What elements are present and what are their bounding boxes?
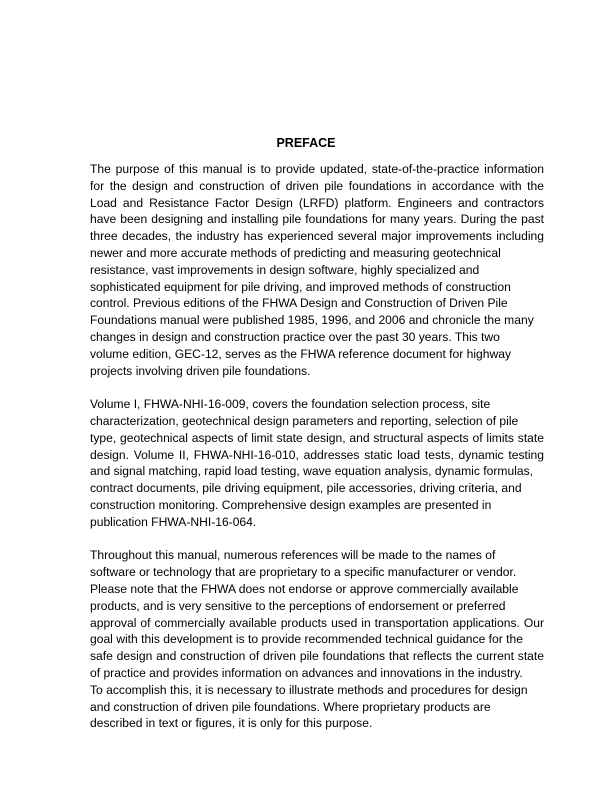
text-line: resistance, vast improvements in design software, highly specialized and — [90, 262, 480, 277]
text-line: and construction of driven pile foundations. Where proprietary products are — [90, 699, 491, 714]
text-line: products, and is very sensitive to the perceptions of endorsement or preferred — [90, 598, 506, 613]
text-line: contract documents, pile driving equipment, pile accessories, driving criteria, and — [90, 481, 522, 496]
text-line: and signal matching, rapid load testing, wave equation analysis, dynamic formulas, — [90, 464, 534, 479]
paragraph-disclaimer — [90, 547, 544, 732]
text-line: newer and more accurate methods of predicting and measuring geotechnical — [90, 245, 501, 260]
text-line: Foundations manual were published 1985, 1996, and 2006 and chronicle the many — [90, 313, 534, 328]
text-line: described in text or figures, it is only for this purpose. — [90, 716, 373, 731]
text-line: approval of commercially available products used in transportation applications. Our — [90, 615, 544, 630]
text-line: construction monitoring. Comprehensive design examples are presented in — [90, 497, 492, 512]
text-line: volume edition, GEC-12, serves as the FHWA reference document for highway — [90, 346, 512, 361]
text-line: Volume I, FHWA-NHI-16-009, covers the foundation selection process, site — [90, 397, 491, 412]
text-line: projects involving driven pile foundations. — [90, 363, 311, 378]
text-line: software or technology that are proprietary to a specific manufacturer or vendor. — [90, 565, 517, 580]
text-line: Throughout this manual, numerous references will be made to the names of — [90, 548, 496, 563]
page-title: PREFACE — [276, 136, 336, 150]
text-line: sophisticated equipment for pile driving, and improved methods of construction — [90, 279, 511, 294]
text-line: To accomplish this, it is necessary to illustrate methods and procedures for design — [90, 682, 528, 697]
document-body — [90, 161, 544, 749]
paragraph-purpose — [90, 161, 544, 379]
text-line: have been designing and installing pile foundations for many years. During the past — [90, 212, 544, 227]
text-line: control. Previous editions of the FHWA Design and Construction of Driven Pile — [90, 296, 508, 311]
text-line: for the design and construction of driven pile foundations in accordance with the — [90, 178, 544, 193]
text-line: Load and Resistance Factor Design (LRFD) platform. Engineers and contractors — [90, 195, 544, 210]
text-line: changes in design and construction practice over the past 30 years. This two — [90, 329, 500, 344]
text-line: characterization, geotechnical design parameters and reporting, selection of pile — [90, 413, 519, 428]
paragraph-volumes — [90, 396, 544, 530]
text-line: of practice and provides information on advances and innovations in the industry. — [90, 665, 523, 680]
text-line: safe design and construction of driven pile foundations that reflects the current state — [90, 649, 544, 664]
text-line: Please note that the FHWA does not endorse or approve commercially available — [90, 581, 519, 596]
text-line: goal with this development is to provide recommended technical guidance for the — [90, 632, 523, 647]
text-line: three decades, the industry has experienced several major improvements including — [90, 229, 544, 244]
text-line: type, geotechnical aspects of limit state design, and structural aspects of limits state — [90, 430, 544, 445]
text-line: design. Volume II, FHWA-NHI-16-010, addresses static load tests, dynamic testing — [90, 447, 544, 462]
text-line: The purpose of this manual is to provide updated, state-of-the-practice information — [90, 162, 544, 176]
text-line: publication FHWA-NHI-16-064. — [90, 514, 257, 529]
